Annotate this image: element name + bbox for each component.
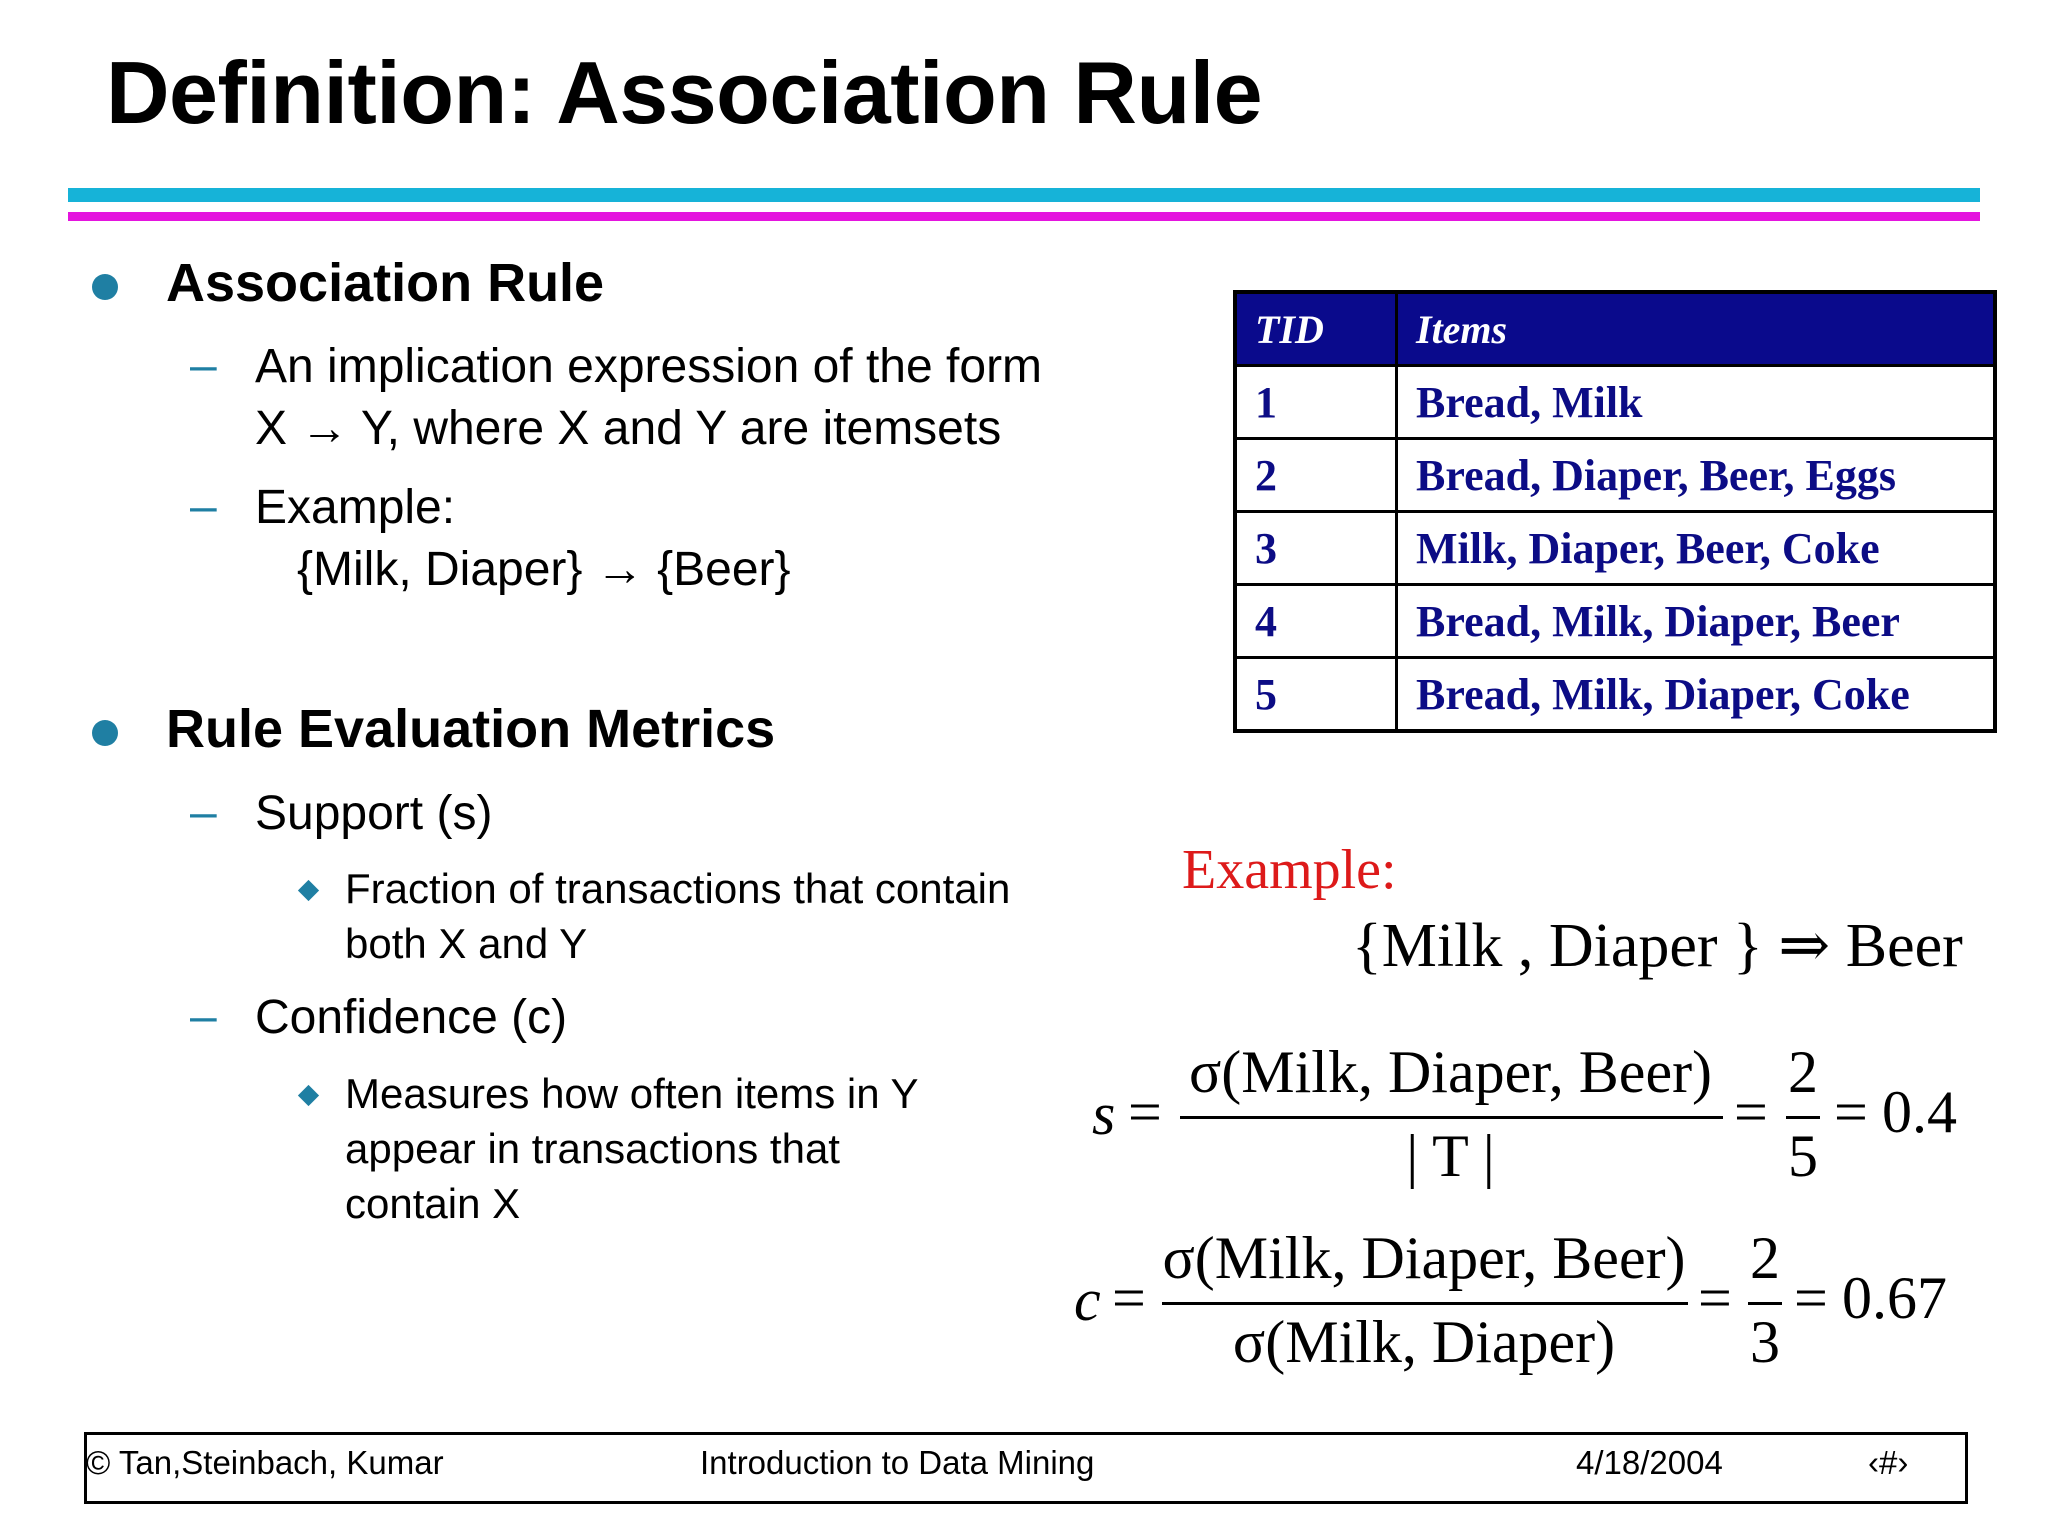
dash-bullet-icon: – xyxy=(190,339,217,392)
support-numerator: σ(Milk, Diaper, Beer) xyxy=(1188,1039,1713,1105)
cell-tid: 1 xyxy=(1235,366,1397,439)
support-label: Support (s) xyxy=(255,787,493,840)
support-desc-line-1: Fraction of transactions that contain xyxy=(345,865,1011,912)
cell-items: Milk, Diaper, Beer, Coke xyxy=(1397,512,1996,585)
support-fraction-bar xyxy=(1180,1116,1723,1119)
confidence-variable: c xyxy=(1074,1267,1101,1333)
confidence-frac-denominator: 3 xyxy=(1750,1309,1780,1375)
confidence-label: Confidence (c) xyxy=(255,991,568,1044)
support-result: 0.4 xyxy=(1882,1079,1957,1145)
support-equals-3: = xyxy=(1834,1079,1868,1145)
confidence-frac-numerator: 2 xyxy=(1750,1225,1780,1291)
dash-bullet-icon: – xyxy=(190,480,217,533)
example-heading: Example: xyxy=(1182,839,1397,901)
table-row xyxy=(1235,512,1995,585)
section-heading-association-rule: Association Rule xyxy=(166,253,605,313)
diamond-bullet-icon xyxy=(298,880,319,901)
title-underline-magenta xyxy=(68,212,1980,221)
cell-items: Bread, Milk, Diaper, Beer xyxy=(1397,585,1996,658)
title-underline-cyan xyxy=(68,188,1980,202)
table-row xyxy=(1235,658,1995,732)
support-denominator: | T | xyxy=(1406,1123,1495,1189)
example-rule: {Milk , Diaper } ⇒ Beer xyxy=(1352,912,1963,980)
diamond-bullet-icon xyxy=(298,1085,319,1106)
confidence-desc-line-2: appear in transactions that xyxy=(345,1125,840,1172)
cell-tid: 4 xyxy=(1235,585,1397,658)
confidence-frac-bar xyxy=(1748,1302,1782,1305)
section-heading-metrics: Rule Evaluation Metrics xyxy=(166,699,776,759)
cell-items: Bread, Milk xyxy=(1397,366,1996,439)
definition-line-2: X → Y, where X and Y are itemsets xyxy=(255,402,1002,455)
column-header-items: Items xyxy=(1397,292,1996,366)
transactions-table xyxy=(1233,290,1997,733)
support-frac-numerator: 2 xyxy=(1788,1039,1818,1105)
column-header-tid: TID xyxy=(1235,292,1397,366)
dash-bullet-icon: – xyxy=(190,786,217,839)
confidence-numerator: σ(Milk, Diaper, Beer) xyxy=(1162,1225,1686,1291)
support-desc-line-2: both X and Y xyxy=(345,920,588,967)
confidence-equals-3: = xyxy=(1794,1265,1828,1331)
table-row xyxy=(1235,366,1995,439)
definition-line-1: An implication expression of the form xyxy=(255,340,1043,393)
confidence-desc-line-1: Measures how often items in Y xyxy=(345,1070,919,1117)
bullet-dot-icon xyxy=(92,274,118,300)
cell-tid: 3 xyxy=(1235,512,1397,585)
confidence-result: 0.67 xyxy=(1842,1265,1947,1331)
footer-authors: © Tan,Steinbach, Kumar xyxy=(86,1444,444,1481)
confidence-equals: = xyxy=(1112,1265,1146,1331)
slide-title: Definition: Association Rule xyxy=(106,43,1263,142)
confidence-denominator: σ(Milk, Diaper) xyxy=(1232,1309,1616,1375)
support-variable: s xyxy=(1092,1081,1116,1147)
footer-date: 4/18/2004 xyxy=(1576,1444,1723,1481)
support-equals-2: = xyxy=(1734,1079,1768,1145)
cell-items: Bread, Diaper, Beer, Eggs xyxy=(1397,439,1996,512)
support-equals: = xyxy=(1128,1079,1162,1145)
dash-bullet-icon: – xyxy=(190,990,217,1043)
support-frac-bar xyxy=(1786,1116,1820,1119)
footer-page-number: ‹#› xyxy=(1868,1444,1909,1481)
table-header-row xyxy=(1235,292,1995,366)
footer-course: Introduction to Data Mining xyxy=(700,1444,1095,1481)
example-rule-left: {Milk, Diaper} → {Beer} xyxy=(297,543,791,596)
cell-items: Bread, Milk, Diaper, Coke xyxy=(1397,658,1996,732)
confidence-equals-2: = xyxy=(1698,1265,1732,1331)
bullet-dot-icon xyxy=(92,720,118,746)
title-underline-gap xyxy=(68,202,1980,211)
confidence-desc-line-3: contain X xyxy=(345,1180,521,1227)
cell-tid: 2 xyxy=(1235,439,1397,512)
confidence-fraction-bar xyxy=(1162,1302,1688,1305)
example-label-left: Example: xyxy=(255,481,456,534)
support-frac-denominator: 5 xyxy=(1788,1123,1818,1189)
table-row xyxy=(1235,585,1995,658)
cell-tid: 5 xyxy=(1235,658,1397,732)
table-row xyxy=(1235,439,1995,512)
